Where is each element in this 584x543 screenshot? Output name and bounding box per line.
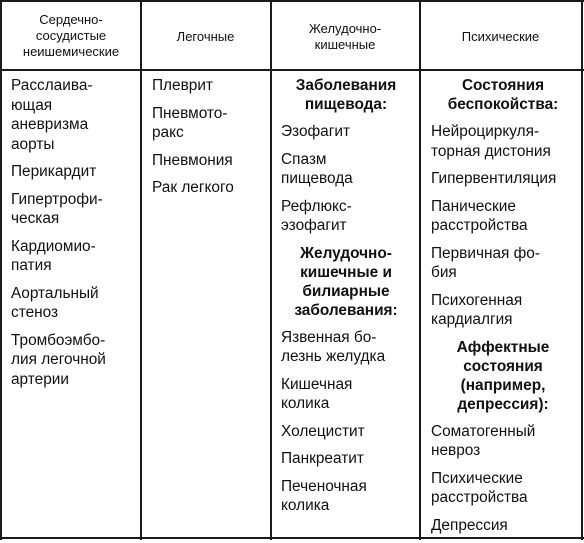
cell-line: Соматогенный — [431, 422, 536, 440]
heading-line: кишечные и — [300, 263, 392, 281]
list-item — [11, 237, 106, 276]
cell-line: Перикардит — [11, 163, 97, 180]
cell-line: расстройства — [431, 217, 528, 234]
heading-line: Аффектные — [456, 338, 550, 356]
cell-line: Панкреатит — [281, 450, 364, 467]
heading-line: Заболевания — [295, 77, 397, 94]
column-gastrointestinal — [281, 76, 411, 524]
list-item — [281, 422, 411, 442]
cell-line: артерии — [11, 370, 69, 388]
heading-line: Желудочно- — [300, 244, 392, 262]
cell-line: Расслаива- — [11, 77, 93, 94]
list-item — [281, 328, 411, 367]
list-item — [431, 169, 575, 189]
cell-line: эзофагит — [281, 217, 347, 234]
header-line: Психические — [461, 29, 540, 44]
list-item — [152, 151, 234, 171]
cell-line: пищевода — [281, 170, 353, 187]
list-item — [431, 197, 575, 236]
cell-line: аневризма — [11, 116, 89, 133]
header-line: сосудистые — [35, 28, 107, 43]
cell-line: Холецистит — [281, 422, 365, 440]
list-item — [281, 449, 411, 469]
cell-line: колика — [281, 395, 330, 412]
cell-line: Кишечная — [281, 375, 353, 393]
cell-line: стеноз — [11, 304, 59, 321]
heading-line: заболевания: — [294, 301, 398, 319]
heading-line: пищевода: — [304, 96, 388, 113]
cell-line: Психические — [431, 469, 523, 487]
section-heading — [281, 244, 411, 320]
cell-line: Панические — [431, 197, 516, 215]
cell-line: Рак легкого — [152, 179, 234, 196]
list-item — [152, 76, 234, 96]
cell-line: ракс — [152, 124, 184, 141]
cell-line: Эзофагит — [281, 123, 350, 140]
heading-line: билиарные — [302, 282, 390, 300]
cell-line: ческая — [11, 210, 60, 227]
list-item — [281, 150, 411, 189]
cell-line: лия легочной — [11, 351, 106, 368]
cell-line: Первичная фо- — [431, 244, 540, 262]
table-border-left — [0, 0, 2, 540]
list-item — [431, 516, 575, 536]
section-heading — [281, 76, 411, 114]
table-border-right — [581, 0, 583, 540]
cell-line: лезнь желудка — [281, 348, 386, 365]
list-item — [11, 162, 106, 182]
cell-line: Нейроциркуля- — [431, 123, 540, 140]
header-cardiovascular — [2, 12, 140, 60]
cell-line: Тромбоэмбо- — [11, 331, 106, 349]
list-item — [431, 122, 575, 161]
cell-line: невроз — [431, 442, 481, 459]
heading-line: депрессия): — [457, 395, 549, 413]
header-line: неишемические — [22, 44, 120, 59]
list-item — [11, 76, 106, 154]
column-pulmonary — [152, 76, 234, 206]
header-divider — [0, 69, 584, 71]
header-line: Легочные — [176, 29, 235, 44]
cell-line: Печеночная — [281, 477, 367, 495]
cell-line: Депрессия — [431, 516, 508, 534]
list-item — [152, 104, 234, 143]
cell-line: Психогенная — [431, 291, 523, 309]
list-item — [431, 422, 575, 461]
header-line: кишечные — [314, 37, 376, 52]
cell-line: аорты — [11, 135, 55, 153]
cell-line: Рефлюкс- — [281, 197, 352, 215]
heading-line: (например, — [460, 376, 546, 394]
table-border-top — [0, 0, 584, 2]
cell-line: ющая — [11, 96, 53, 114]
cell-line: Гипертрофи- — [11, 190, 103, 208]
list-item — [11, 331, 106, 390]
list-item — [431, 291, 575, 330]
list-item — [431, 244, 575, 283]
cell-line: торная дистония — [431, 142, 551, 160]
cell-line: расстройства — [431, 489, 528, 506]
column-cardiovascular — [11, 76, 106, 397]
list-item — [11, 190, 106, 229]
cell-line: колика — [281, 497, 330, 514]
heading-line: состояния — [463, 357, 543, 375]
cell-line: Кардиомио- — [11, 237, 96, 255]
section-heading — [431, 76, 575, 114]
cell-line: Спазм — [281, 150, 327, 168]
column-divider-1 — [140, 0, 142, 540]
cell-line: кардиалгия — [431, 311, 513, 328]
cell-line: Пневмото- — [152, 104, 228, 122]
list-item — [281, 197, 411, 236]
column-divider-2 — [270, 0, 272, 540]
header-gastrointestinal — [271, 21, 419, 53]
list-item — [11, 284, 106, 323]
list-item — [431, 469, 575, 508]
heading-line: Состояния — [461, 77, 545, 94]
list-item — [281, 477, 411, 516]
cell-line: Пневмония — [152, 151, 233, 169]
section-heading — [431, 338, 575, 414]
cell-line: бия — [431, 264, 457, 281]
cell-line: Гипервентиляция — [431, 170, 557, 187]
heading-line: беспокойства: — [447, 96, 559, 113]
header-pulmonary — [141, 29, 270, 45]
column-divider-3 — [419, 0, 421, 540]
header-line: Сердечно- — [39, 12, 103, 27]
list-item — [281, 122, 411, 142]
list-item — [281, 375, 411, 414]
column-psychiatric — [431, 76, 575, 543]
cell-line: Плеврит — [152, 77, 213, 94]
header-psychiatric — [420, 29, 581, 45]
cell-line: патия — [11, 257, 52, 274]
cell-line: Язвенная бо- — [281, 328, 377, 346]
cell-line: Аортальный — [11, 284, 99, 302]
header-line: Желудочно- — [308, 21, 382, 36]
list-item — [152, 178, 234, 198]
